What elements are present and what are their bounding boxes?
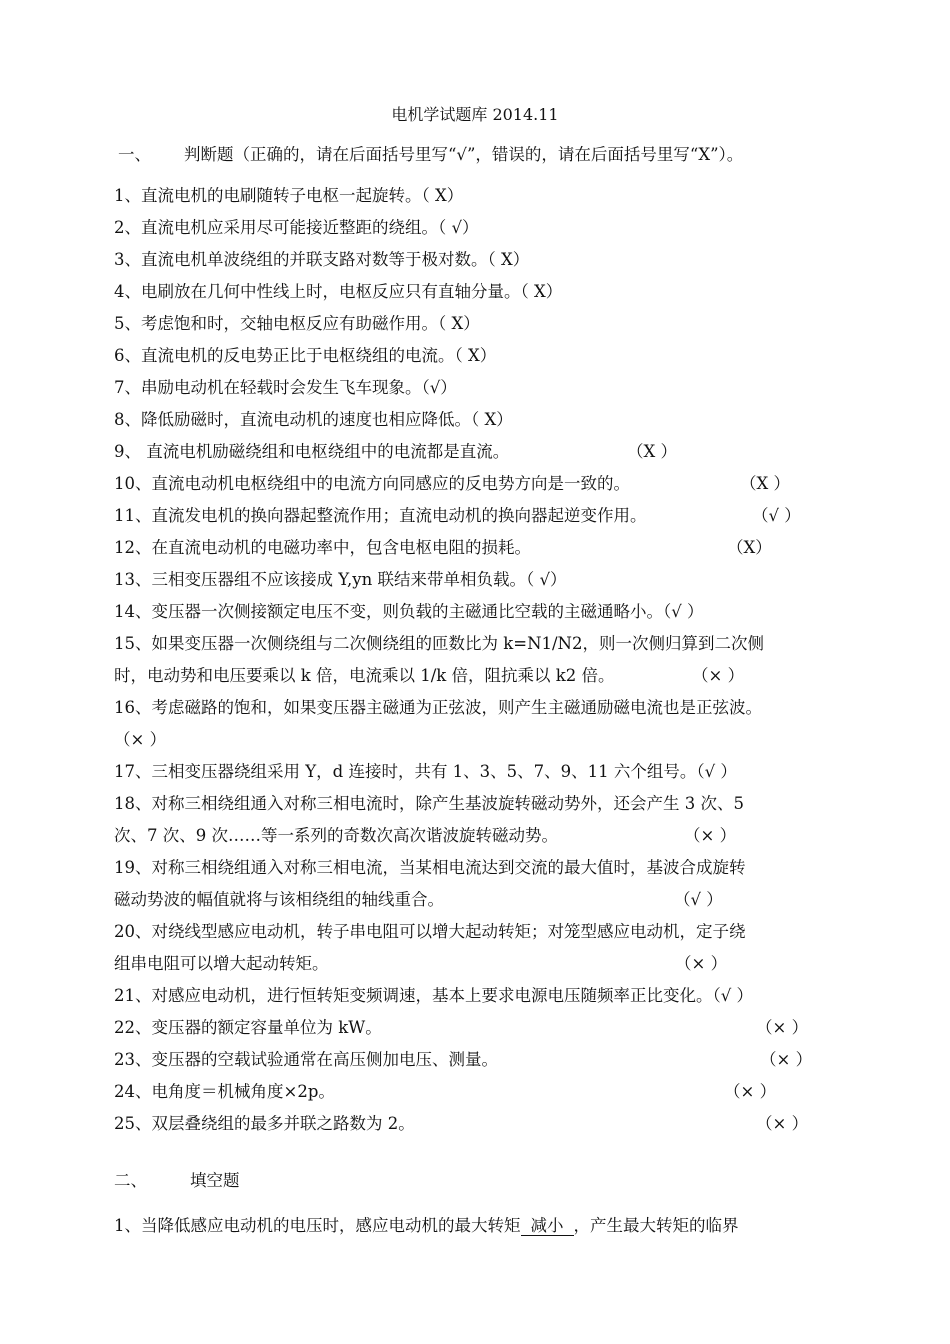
- section-2-title: 填空题: [190, 1171, 240, 1190]
- question-line: 4、电刷放在几何中性线上时，电枢反应只有直轴分量。（ X）: [114, 282, 563, 301]
- question-line: 17、三相变压器绕组采用 Y，d 连接时，共有 1、3、5、7、9、11 六个组号。（√ ）: [114, 762, 737, 781]
- answer-mark: （× ）: [692, 666, 745, 685]
- question-line: 25、双层叠绕组的最多并联之路数为 2。: [114, 1114, 415, 1133]
- question-line: 5、考虑饱和时，交轴电枢反应有助磁作用。（ X）: [114, 314, 480, 333]
- fill-question-1-text: 1、当降低感应电动机的电压时，感应电动机的最大转矩: [114, 1216, 521, 1235]
- answer-mark: （× ）: [760, 1050, 813, 1069]
- question-line: 组串电阻可以增大起动转矩。: [114, 954, 329, 973]
- question-line: 时，电动势和电压要乘以 k 倍，电流乘以 1/k 倍，阻抗乘以 k2 倍。: [114, 666, 615, 685]
- question-line: 7、串励电动机在轻载时会发生飞车现象。（√）: [114, 378, 457, 397]
- question-line: （× ）: [114, 730, 167, 749]
- question-line: 1、直流电机的电刷随转子电枢一起旋转。（ X）: [114, 186, 464, 205]
- question-line: 20、对绕线型感应电动机，转子串电阻可以增大起动转矩；对笼型感应电动机，定子绕: [114, 922, 746, 941]
- answer-mark: （√ ）: [674, 890, 723, 909]
- question-line: 15、如果变压器一次侧绕组与二次侧绕组的匝数比为 k=N1/N2，则一次侧归算到二次侧: [114, 634, 764, 653]
- fill-question-1: [114, 1215, 739, 1237]
- answer-mark: （X ）: [740, 474, 790, 493]
- answer-mark: （X ）: [627, 442, 677, 461]
- question-line: 22、变压器的额定容量单位为 kW。: [114, 1018, 382, 1037]
- question-line: 9、 直流电机励磁绕组和电枢绕组中的电流都是直流。: [114, 442, 510, 461]
- question-line: 次、7 次、9 次……等一系列的奇数次高次谐波旋转磁动势。: [114, 826, 558, 845]
- question-line: 23、变压器的空载试验通常在高压侧加电压、测量。: [114, 1050, 498, 1069]
- question-line: 2、直流电机应采用尽可能接近整距的绕组。（ √）: [114, 218, 479, 237]
- fill-question-1-rest: ，产生最大转矩的临界: [573, 1216, 739, 1235]
- section-2-heading: [114, 1170, 240, 1192]
- question-line: 8、降低励磁时，直流电动机的速度也相应降低。（ X）: [114, 410, 513, 429]
- question-line: 19、对称三相绕组通入对称三相电流，当某相电流达到交流的最大值时，基波合成旋转: [114, 858, 746, 877]
- answer-mark: （× ）: [756, 1018, 809, 1037]
- answer-mark: （√ ）: [752, 506, 801, 525]
- question-line: 11、直流发电机的换向器起整流作用；直流电动机的换向器起逆变作用。: [114, 506, 647, 525]
- fill-answer-blank: 减小: [521, 1216, 574, 1236]
- answer-mark: （× ）: [675, 954, 728, 973]
- question-line: 24、电角度＝机械角度×2p。: [114, 1082, 335, 1101]
- answer-mark: （× ）: [684, 826, 737, 845]
- question-line: 12、在直流电动机的电磁功率中，包含电枢电阻的损耗。: [114, 538, 531, 557]
- page-title: 电机学试题库 2014.11: [391, 105, 559, 124]
- question-line: 磁动势波的幅值就将与该相绕组的轴线重合。: [114, 890, 444, 909]
- section-1-heading: [118, 144, 743, 166]
- answer-mark: （× ）: [756, 1114, 809, 1133]
- question-line: 21、对感应电动机，进行恒转矩变频调速，基本上要求电源电压随频率正比变化。（√ ）: [114, 986, 754, 1005]
- section-2-number: 二、: [114, 1171, 147, 1190]
- question-line: 16、考虑磁路的饱和，如果变压器主磁通为正弦波，则产生主磁通励磁电流也是正弦波。: [114, 698, 762, 717]
- question-line: 18、对称三相绕组通入对称三相电流时，除产生基波旋转磁动势外，还会产生 3 次、5: [114, 794, 744, 813]
- section-1-number: 一、: [118, 145, 151, 164]
- answer-mark: （X）: [727, 538, 772, 557]
- question-line: 14、变压器一次侧接额定电压不变，则负载的主磁通比空载的主磁通略小。（√ ）: [114, 602, 704, 621]
- question-line: 10、直流电动机电枢绕组中的电流方向同感应的反电势方向是一致的。: [114, 474, 630, 493]
- question-line: 3、直流电机单波绕组的并联支路对数等于极对数。（ X）: [114, 250, 530, 269]
- question-line: 6、直流电机的反电势正比于电枢绕组的电流。（ X）: [114, 346, 497, 365]
- section-1-title: 判断题（正确的，请在后面括号里写“√”，错误的，请在后面括号里写“X”）。: [184, 145, 744, 164]
- answer-mark: （× ）: [724, 1082, 777, 1101]
- question-line: 13、三相变压器组不应该接成 Y,yn 联结来带单相负载。（ √）: [114, 570, 567, 589]
